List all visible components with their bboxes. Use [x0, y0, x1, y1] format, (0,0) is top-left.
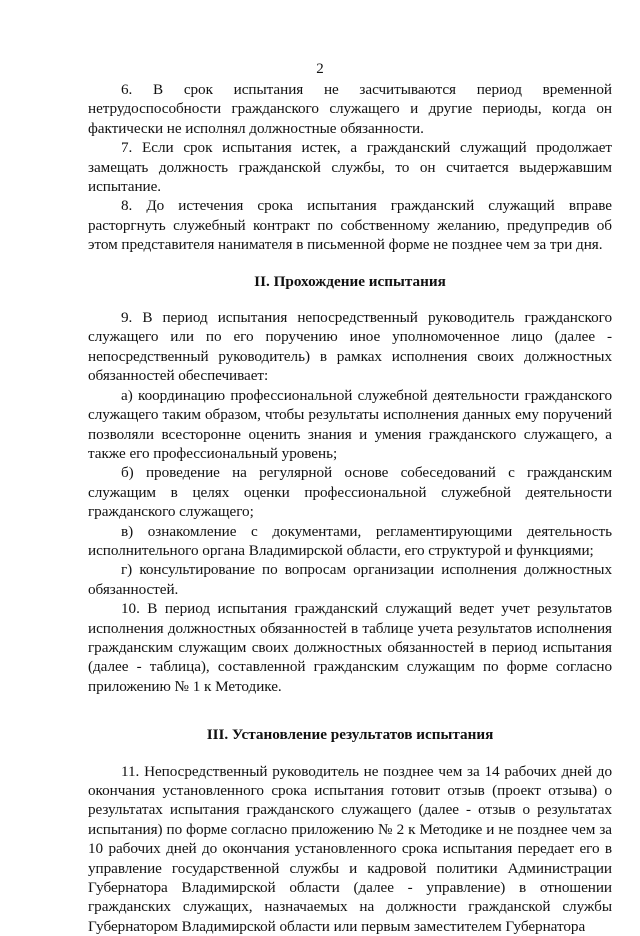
section-heading-3: III. Установление результатов испытания [206, 726, 494, 744]
paragraph-9: 9. В период испытания непосредственный руководитель гражданского служащего или по его поручению иное уполномоченное лицо (далее - непосредственный руководитель) в рамках исполнения своих должностных обязанностей обеспечивает: [88, 309, 612, 385]
paragraph-6: 6. В срок испытания не засчитываются период временной нетрудоспособности гражданского служащего и другие периоды, когда он фактически не исполнял должностные обязанности. [88, 81, 612, 137]
page-number: 2 [316, 61, 324, 77]
spacer [88, 255, 612, 272]
section-heading-2: II. Прохождение испытания [254, 272, 446, 290]
paragraph-9a: а) координацию профессиональной служебной деятельности гражданского служащего таким образом, чтобы результаты исполнения данных ему поручений позволяли всесторонне оценить знания и умения гражданского служащего, а также его профессиональный уровень; [88, 386, 612, 462]
paragraph-9c: в) ознакомление с документами, регламентирующими деятельность исполнительного органа Владимирской области, его структурой и функциями; [88, 522, 612, 559]
paragraph-11: 11. Непосредственный руководитель не позднее чем за 14 рабочих дней до окончания установленного срока испытания готовит отзыв (проект отзыва) о результатах испытания гражданского служащего (далее - отзыв о результатах испытания) по форме согласно приложению № 2 к Методике и не позднее чем за 10 рабочих дней до окончания установленного срока испытания передает его в управление государственной службы и кадровой политики Администрации Губернатора Владимирской области (далее - управление) в отношении гражданских служащих, назначаемых на должности гражданской службы Губернатором Владимирской области или первым заместителем Губернатора [88, 762, 612, 935]
paragraph-8: 8. До истечения срока испытания гражданский служащий вправе расторгнуть служебный контракт по собственному желанию, предупредив об этом представителя нанимателя в письменной форме не позднее чем за три дня. [88, 197, 612, 254]
paragraph-9d: г) консультирование по вопросам организации исполнения должностных обязанностей. [88, 561, 612, 598]
paragraph-9b: б) проведение на регулярной основе собеседований с гражданским служащим в целях оценки профессиональной служебной деятельности гражданского служащего; [88, 464, 612, 521]
spacer [88, 696, 612, 725]
paragraph-10: 10. В период испытания гражданский служащий ведет учет результатов исполнения должностных обязанностей в таблице учета результатов исполнения гражданским служащим своих должностных обязанностей в период испытания (далее - таблица), составленной гражданским служащим по форме согласно приложению № 1 к Методике. [88, 600, 612, 695]
spacer [88, 291, 612, 308]
spacer [88, 745, 612, 762]
document-body [88, 80, 612, 936]
paragraph-7: 7. Если срок испытания истек, а гражданский служащий продолжает замещать должность гражданской службы, то он считается выдержавшим испытание. [88, 139, 612, 196]
